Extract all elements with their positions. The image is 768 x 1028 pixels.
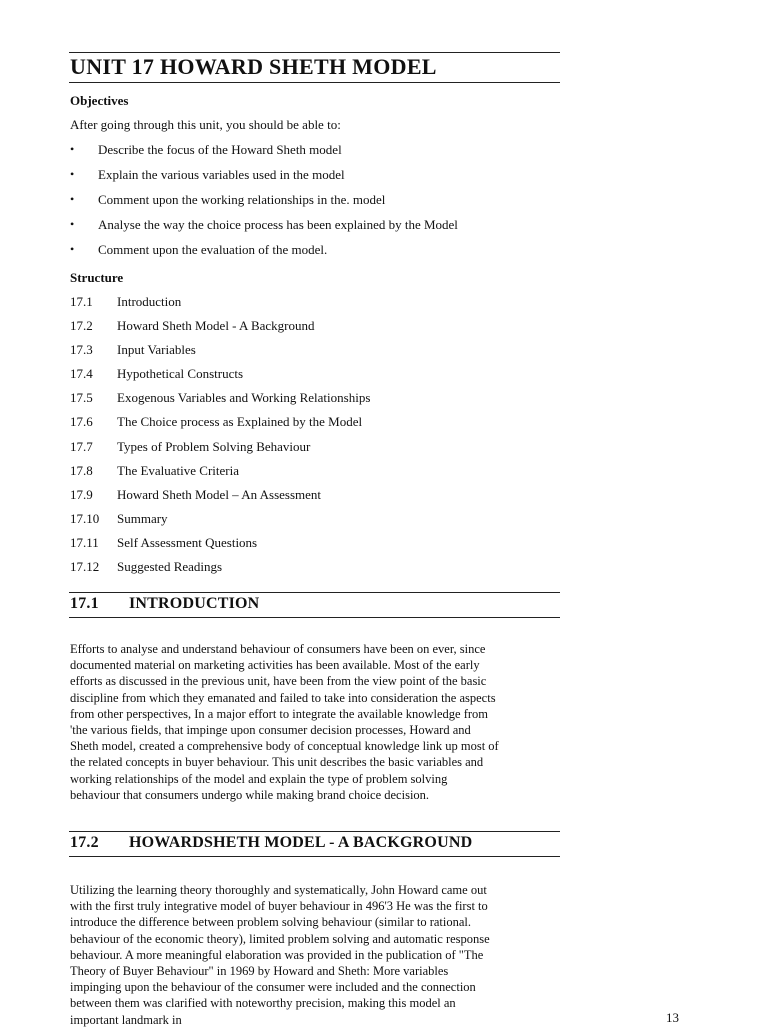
paragraph-line: behaviour of the economic theory), limited problem solving and automatic response bbox=[70, 931, 490, 946]
section-2-bottom-rule bbox=[69, 856, 560, 857]
unit-title: UNIT 17 HOWARD SHETH MODEL bbox=[70, 54, 437, 79]
section-2-title: HOWARDSHETH MODEL - A BACKGROUND bbox=[129, 834, 473, 851]
structure-item bbox=[70, 559, 370, 583]
paragraph-line: between them was clarified with noteworthy precision, making this model an bbox=[70, 996, 456, 1011]
title-bottom-rule bbox=[69, 82, 560, 83]
structure-number: 17.1 bbox=[70, 294, 93, 309]
objective-text: Explain the various variables used in the model bbox=[98, 167, 345, 182]
bullet-icon: • bbox=[70, 217, 75, 231]
paragraph-line: efforts as discussed in the previous unit, have been from the view point of the basic bbox=[70, 674, 487, 689]
paragraph-line: Theory of Buyer Behaviour" in 1969 by Howard and Sheth: More variables bbox=[70, 964, 449, 979]
structure-title: The Evaluative Criteria bbox=[117, 462, 240, 478]
objective-text: Describe the focus of the Howard Sheth model bbox=[98, 142, 342, 157]
paragraph-line: Sheth model, created a comprehensive body of conceptual knowledge link up most of bbox=[70, 739, 499, 754]
structure-number: 17.5 bbox=[70, 390, 93, 406]
bullet-icon: • bbox=[70, 167, 75, 181]
structure-heading: Structure bbox=[70, 270, 124, 285]
structure-list bbox=[70, 294, 370, 583]
paragraph-line: the related concepts in buyer behaviour. This unit describes the basic variables and bbox=[70, 755, 484, 770]
paragraph-line: discipline from which they emanated and failed to take into consideration the aspects bbox=[70, 690, 496, 705]
structure-title: Hypothetical Constructs bbox=[117, 366, 244, 382]
structure-number: 17.10 bbox=[70, 510, 100, 526]
objective-text: Comment upon the working relationships in the. model bbox=[98, 192, 386, 207]
objective-item bbox=[70, 192, 458, 217]
structure-title: Introduction bbox=[117, 294, 182, 309]
objective-item bbox=[70, 242, 458, 267]
structure-title: The Choice process as Explained by the Model bbox=[117, 414, 363, 430]
structure-number: 17.7 bbox=[70, 438, 93, 454]
objective-text: Comment upon the evaluation of the model. bbox=[98, 242, 328, 257]
structure-item bbox=[70, 535, 370, 559]
section-2-paragraph bbox=[70, 882, 570, 1028]
objective-item bbox=[70, 167, 458, 192]
section-1-paragraph bbox=[70, 641, 570, 803]
paragraph-line: documented material on marketing activities has been available. Most of the early bbox=[70, 658, 480, 673]
section-2-number: 17.2 bbox=[70, 834, 99, 851]
section-1-heading bbox=[70, 595, 259, 613]
bullet-icon: • bbox=[70, 192, 75, 206]
section-2-top-rule bbox=[69, 831, 560, 832]
structure-number: 17.2 bbox=[70, 318, 93, 334]
objectives-heading: Objectives bbox=[70, 93, 129, 108]
structure-item bbox=[70, 511, 370, 535]
structure-item bbox=[70, 366, 370, 390]
structure-item bbox=[70, 439, 370, 463]
structure-title: Self Assessment Questions bbox=[117, 534, 258, 550]
paragraph-line: important landmark in bbox=[70, 1012, 182, 1027]
objectives-list bbox=[70, 142, 458, 267]
structure-item bbox=[70, 390, 370, 414]
structure-item bbox=[70, 487, 370, 511]
structure-number: 17.6 bbox=[70, 414, 93, 430]
structure-item bbox=[70, 414, 370, 438]
structure-title: Input Variables bbox=[117, 342, 196, 358]
paragraph-line: introduce the difference between problem solving behaviour (similar to rational. bbox=[70, 915, 472, 930]
structure-number: 17.9 bbox=[70, 486, 93, 502]
section-1-title: INTRODUCTION bbox=[129, 595, 260, 612]
paragraph-line: 'the various fields, that impinge upon consumer decision processes, Howard and bbox=[70, 723, 471, 738]
structure-title: Types of Problem Solving Behaviour bbox=[117, 438, 311, 454]
structure-number: 17.3 bbox=[70, 342, 93, 358]
structure-title: Suggested Readings bbox=[117, 559, 223, 575]
paragraph-line: working relationships of the model and explain the type of problem solving bbox=[70, 771, 448, 786]
objective-item bbox=[70, 217, 458, 242]
structure-number: 17.11 bbox=[70, 534, 99, 550]
structure-title: Howard Sheth Model - A Background bbox=[117, 318, 315, 334]
structure-title: Summary bbox=[117, 510, 168, 526]
bullet-icon: • bbox=[70, 242, 75, 256]
section-1-bottom-rule bbox=[69, 617, 560, 618]
bullet-icon: • bbox=[70, 142, 75, 156]
structure-item bbox=[70, 342, 370, 366]
paragraph-line: with the first truly integrative model of buyer behaviour in 496'3 He was the first to bbox=[70, 899, 488, 914]
structure-item bbox=[70, 294, 370, 318]
structure-number: 17.8 bbox=[70, 462, 93, 478]
page-number: 13 bbox=[666, 1010, 679, 1025]
structure-title: Exogenous Variables and Working Relationships bbox=[117, 390, 371, 406]
structure-number: 17.12 bbox=[70, 559, 100, 575]
paragraph-line: impinging upon the behaviour of the consumer were included and the connection bbox=[70, 980, 476, 995]
paragraph-line: behaviour that consumers undergo while making brand choice decision. bbox=[70, 787, 430, 802]
structure-item bbox=[70, 463, 370, 487]
title-top-rule bbox=[69, 52, 560, 53]
paragraph-line: Efforts to analyse and understand behaviour of consumers have been on ever, since bbox=[70, 642, 486, 656]
structure-title: Howard Sheth Model – An Assessment bbox=[117, 486, 322, 502]
objectives-intro: After going through this unit, you should be able to: bbox=[70, 117, 341, 132]
objective-text: Analyse the way the choice process has been explained by the Model bbox=[98, 217, 458, 232]
paragraph-line: behaviour. A more meaningful elaboration was provided in the publication of "The bbox=[70, 947, 484, 962]
structure-number: 17.4 bbox=[70, 366, 93, 382]
paragraph-line: Utilizing the learning theory thoroughly and systematically, John Howard came out bbox=[70, 883, 487, 897]
structure-item bbox=[70, 318, 370, 342]
section-1-number: 17.1 bbox=[70, 595, 99, 612]
section-2-heading bbox=[70, 834, 472, 852]
section-1-top-rule bbox=[69, 592, 560, 593]
paragraph-line: from other perspectives, In a major effort to integrate the available knowledge from bbox=[70, 706, 489, 721]
objective-item bbox=[70, 142, 458, 167]
